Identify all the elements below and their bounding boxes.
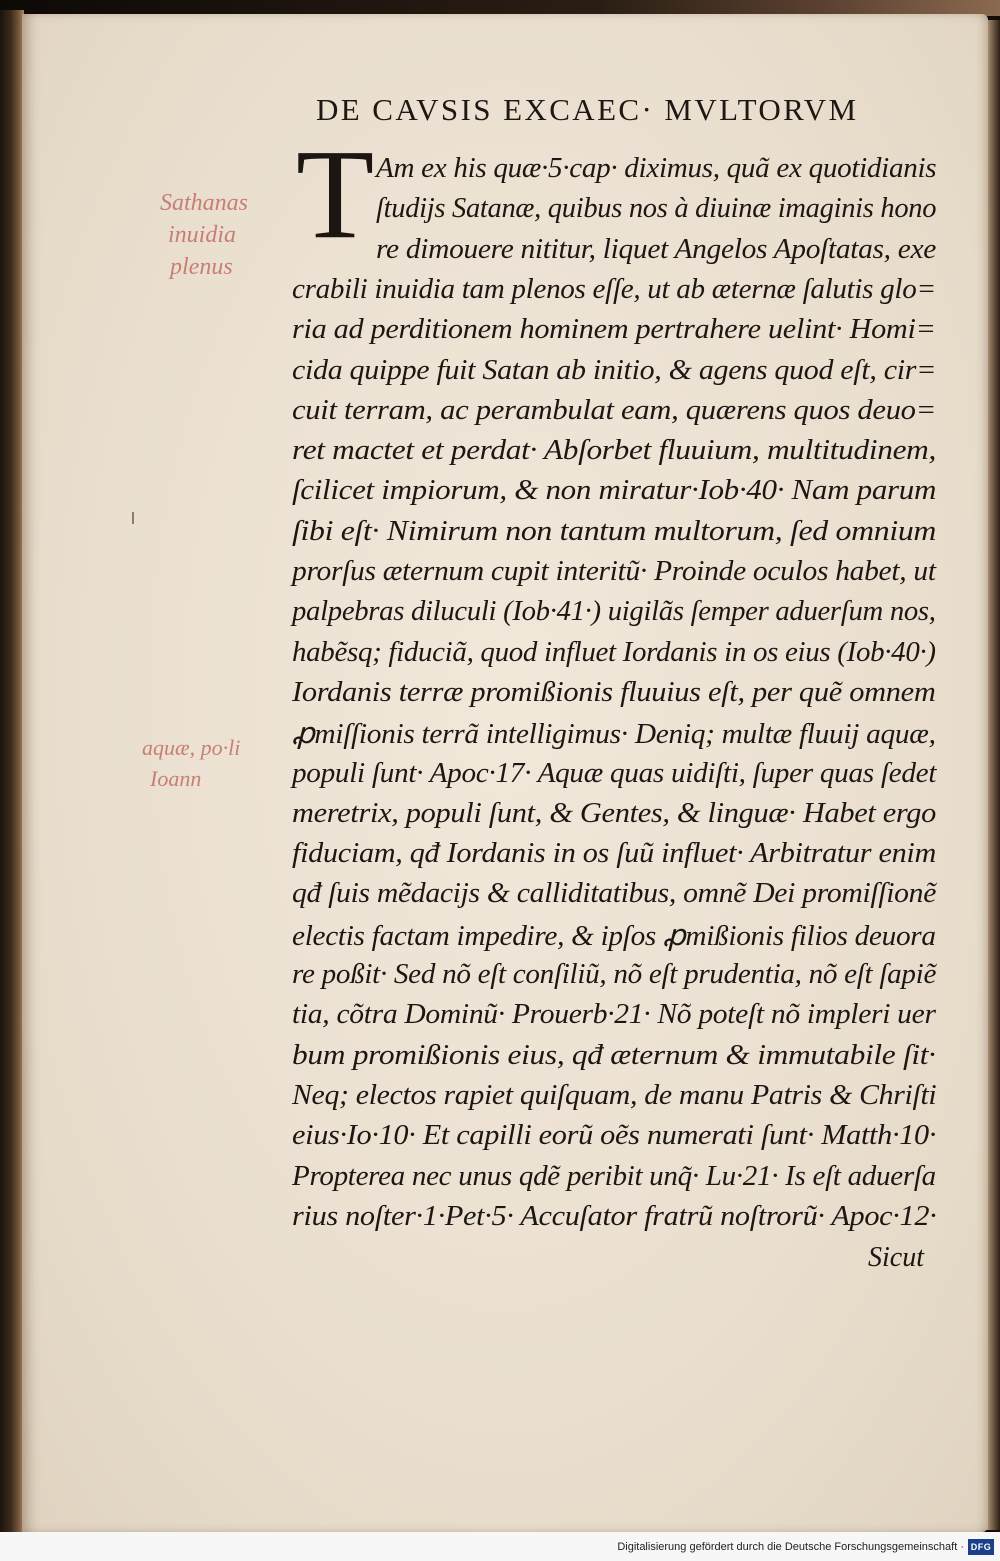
- running-head: DE CAVSIS EXCAEC· MVLTORVM: [316, 92, 859, 127]
- text-line: Neq; electos rapiet quiſquam, de manu Patris & Chriſti: [292, 1079, 937, 1111]
- stray-mark: [132, 512, 134, 524]
- text-line: prorſus æternum cupit interitũ· Proinde oculos habet, ut: [292, 555, 936, 587]
- text-line: rius noſter·1·Pet·5· Accuſator fratrũ noſtrorũ· Apoc·12·: [292, 1200, 937, 1232]
- dfg-logo: DFG: [968, 1539, 994, 1555]
- text-line: cida quippe fuit Satan ab initio, & agens quod eſt, cir=: [292, 354, 936, 386]
- text-line: electis factam impedire, & ipſos ꝓmißionis filios deuora: [292, 920, 936, 952]
- text-line: tia, cõtra Dominũ· Prouerb·21· Nõ poteſt nõ impleri uer: [292, 998, 936, 1030]
- book-binding-edge: [0, 10, 24, 1540]
- text-line: qđ ſuis mẽdacijs & calliditatibus, omnẽ Dei promiſſionẽ: [292, 877, 937, 909]
- digitization-credit: Digitalisierung gefördert durch die Deutsche Forschungsgemeinschaft ·: [617, 1541, 964, 1553]
- text-line: habẽsq; fiduciã, quod influet Iordanis in os eius (Iob·40·): [292, 636, 936, 668]
- text-line: bum promißionis eius, qđ æternum & immutabile ſit·: [292, 1039, 936, 1071]
- text-line: crabili inuidia tam plenos eſſe, ut ab æternæ ſalutis glo=: [292, 273, 936, 305]
- text-line: fiduciam, qđ Iordanis in os ſuũ influet· Arbitratur enim: [292, 837, 936, 869]
- text-line: ſcilicet impiorum, & non miratur·Iob·40· Nam parum: [292, 474, 937, 506]
- marginal-note-1-line-3: plenus: [170, 254, 233, 280]
- text-line: Iordanis terræ promißionis fluuius eſt, per quẽ omnem: [292, 676, 936, 708]
- text-line: ſibi eſt· Nimirum non tantum multorum, ſed omnium: [292, 515, 937, 547]
- text-line: Am ex his quæ·5·cap· diximus, quã ex quotidianis: [376, 152, 937, 184]
- text-line: ꝓmiſſionis terrã intelligimus· Deniq; multæ fluuij aquæ,: [292, 718, 936, 750]
- text-line: ret mactet et perdat· Abſorbet fluuium, multitudinem,: [292, 434, 936, 466]
- text-line: re poßit· Sed nõ eſt conſiliũ, nõ eſt prudentia, nõ eſt ſapiẽ: [292, 958, 937, 990]
- text-line: ſtudijs Satanæ, quibus nos à diuinæ imaginis hono: [376, 192, 937, 224]
- drop-cap: T: [296, 123, 375, 265]
- marginal-note-2-line-1: aquæ, po·li: [142, 735, 241, 760]
- text-line: re dimouere nititur, liquet Angelos Apoſtatas, exe: [376, 233, 937, 265]
- marginal-note-2-line-2: Ioann: [150, 766, 202, 791]
- text-line: meretrix, populi ſunt, & Gentes, & linguæ· Habet ergo: [292, 797, 937, 829]
- text-line: populi ſunt· Apoc·17· Aquæ quas uidiſti, ſuper quas ſedet: [292, 757, 937, 789]
- text-line: Propterea nec unus qdẽ peribit unq̃· Lu·21· Is eſt aduerſa: [292, 1160, 936, 1192]
- marginal-note-1-line-1: Sathanas: [160, 190, 249, 216]
- text-line: eius·Io·10· Et capilli eorũ oẽs numerati ſunt· Matth·10·: [292, 1119, 937, 1151]
- marginal-note-1-line-2: inuidia: [168, 222, 237, 248]
- catchword: Sicut: [868, 1242, 924, 1273]
- text-line: cuit terram, ac perambulat eam, quærens quos deuo=: [292, 394, 937, 426]
- text-line: palpebras diluculi (Iob·41·) uigilãs ſemper aduerſum nos,: [292, 595, 936, 627]
- text-line: ria ad perditionem hominem pertrahere uelint· Homi=: [292, 313, 936, 345]
